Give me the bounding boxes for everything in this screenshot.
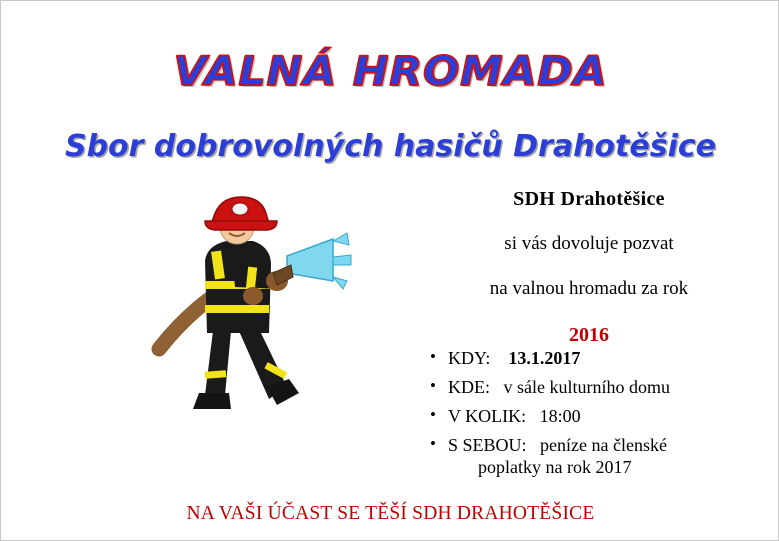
list-item [430, 405, 779, 428]
detail-label-kdy: KDY: [448, 348, 491, 368]
page-title: VALNÁ HROMADA [173, 49, 608, 95]
detail-value-kdy: 13.1.2017 [508, 348, 581, 368]
detail-label-sebou: S SEBOU: [448, 434, 527, 455]
list-item [430, 347, 779, 370]
meeting-details-list [404, 347, 779, 485]
organization-name: SDH Drahotěšice [513, 188, 665, 210]
detail-label-kolik: V KOLIK: [448, 405, 527, 426]
detail-value-kolik: 18:00 [539, 405, 581, 426]
detail-value-sebou: peníze na členské [540, 434, 667, 455]
meeting-year: 2016 [569, 323, 609, 346]
detail-value-sebou-continuation: poplatky na rok 2017 [478, 457, 632, 478]
invitation-text-block [403, 187, 775, 369]
detail-label-kde: KDE: [448, 376, 490, 397]
invite-line-2: na valnou hromadu za rok [489, 277, 689, 299]
detail-value-kde: v sále kulturního domu [503, 376, 670, 397]
page-subtitle: Sbor dobrovolných hasičů Drahotěšice [64, 129, 717, 164]
invite-line-1: si vás dovoluje pozvat [504, 233, 674, 254]
poster-footer: NA VAŠI ÚČAST SE TĚŠÍ SDH DRAHOTĚŠICE [186, 503, 595, 524]
list-item [430, 434, 779, 480]
firefighter-illustration [101, 181, 401, 441]
fire-helmet-icon [205, 197, 277, 230]
water-spray-icon [287, 233, 351, 289]
poster-subtitle-area [1, 129, 779, 164]
list-item [430, 376, 779, 399]
poster-title-area [1, 49, 779, 95]
